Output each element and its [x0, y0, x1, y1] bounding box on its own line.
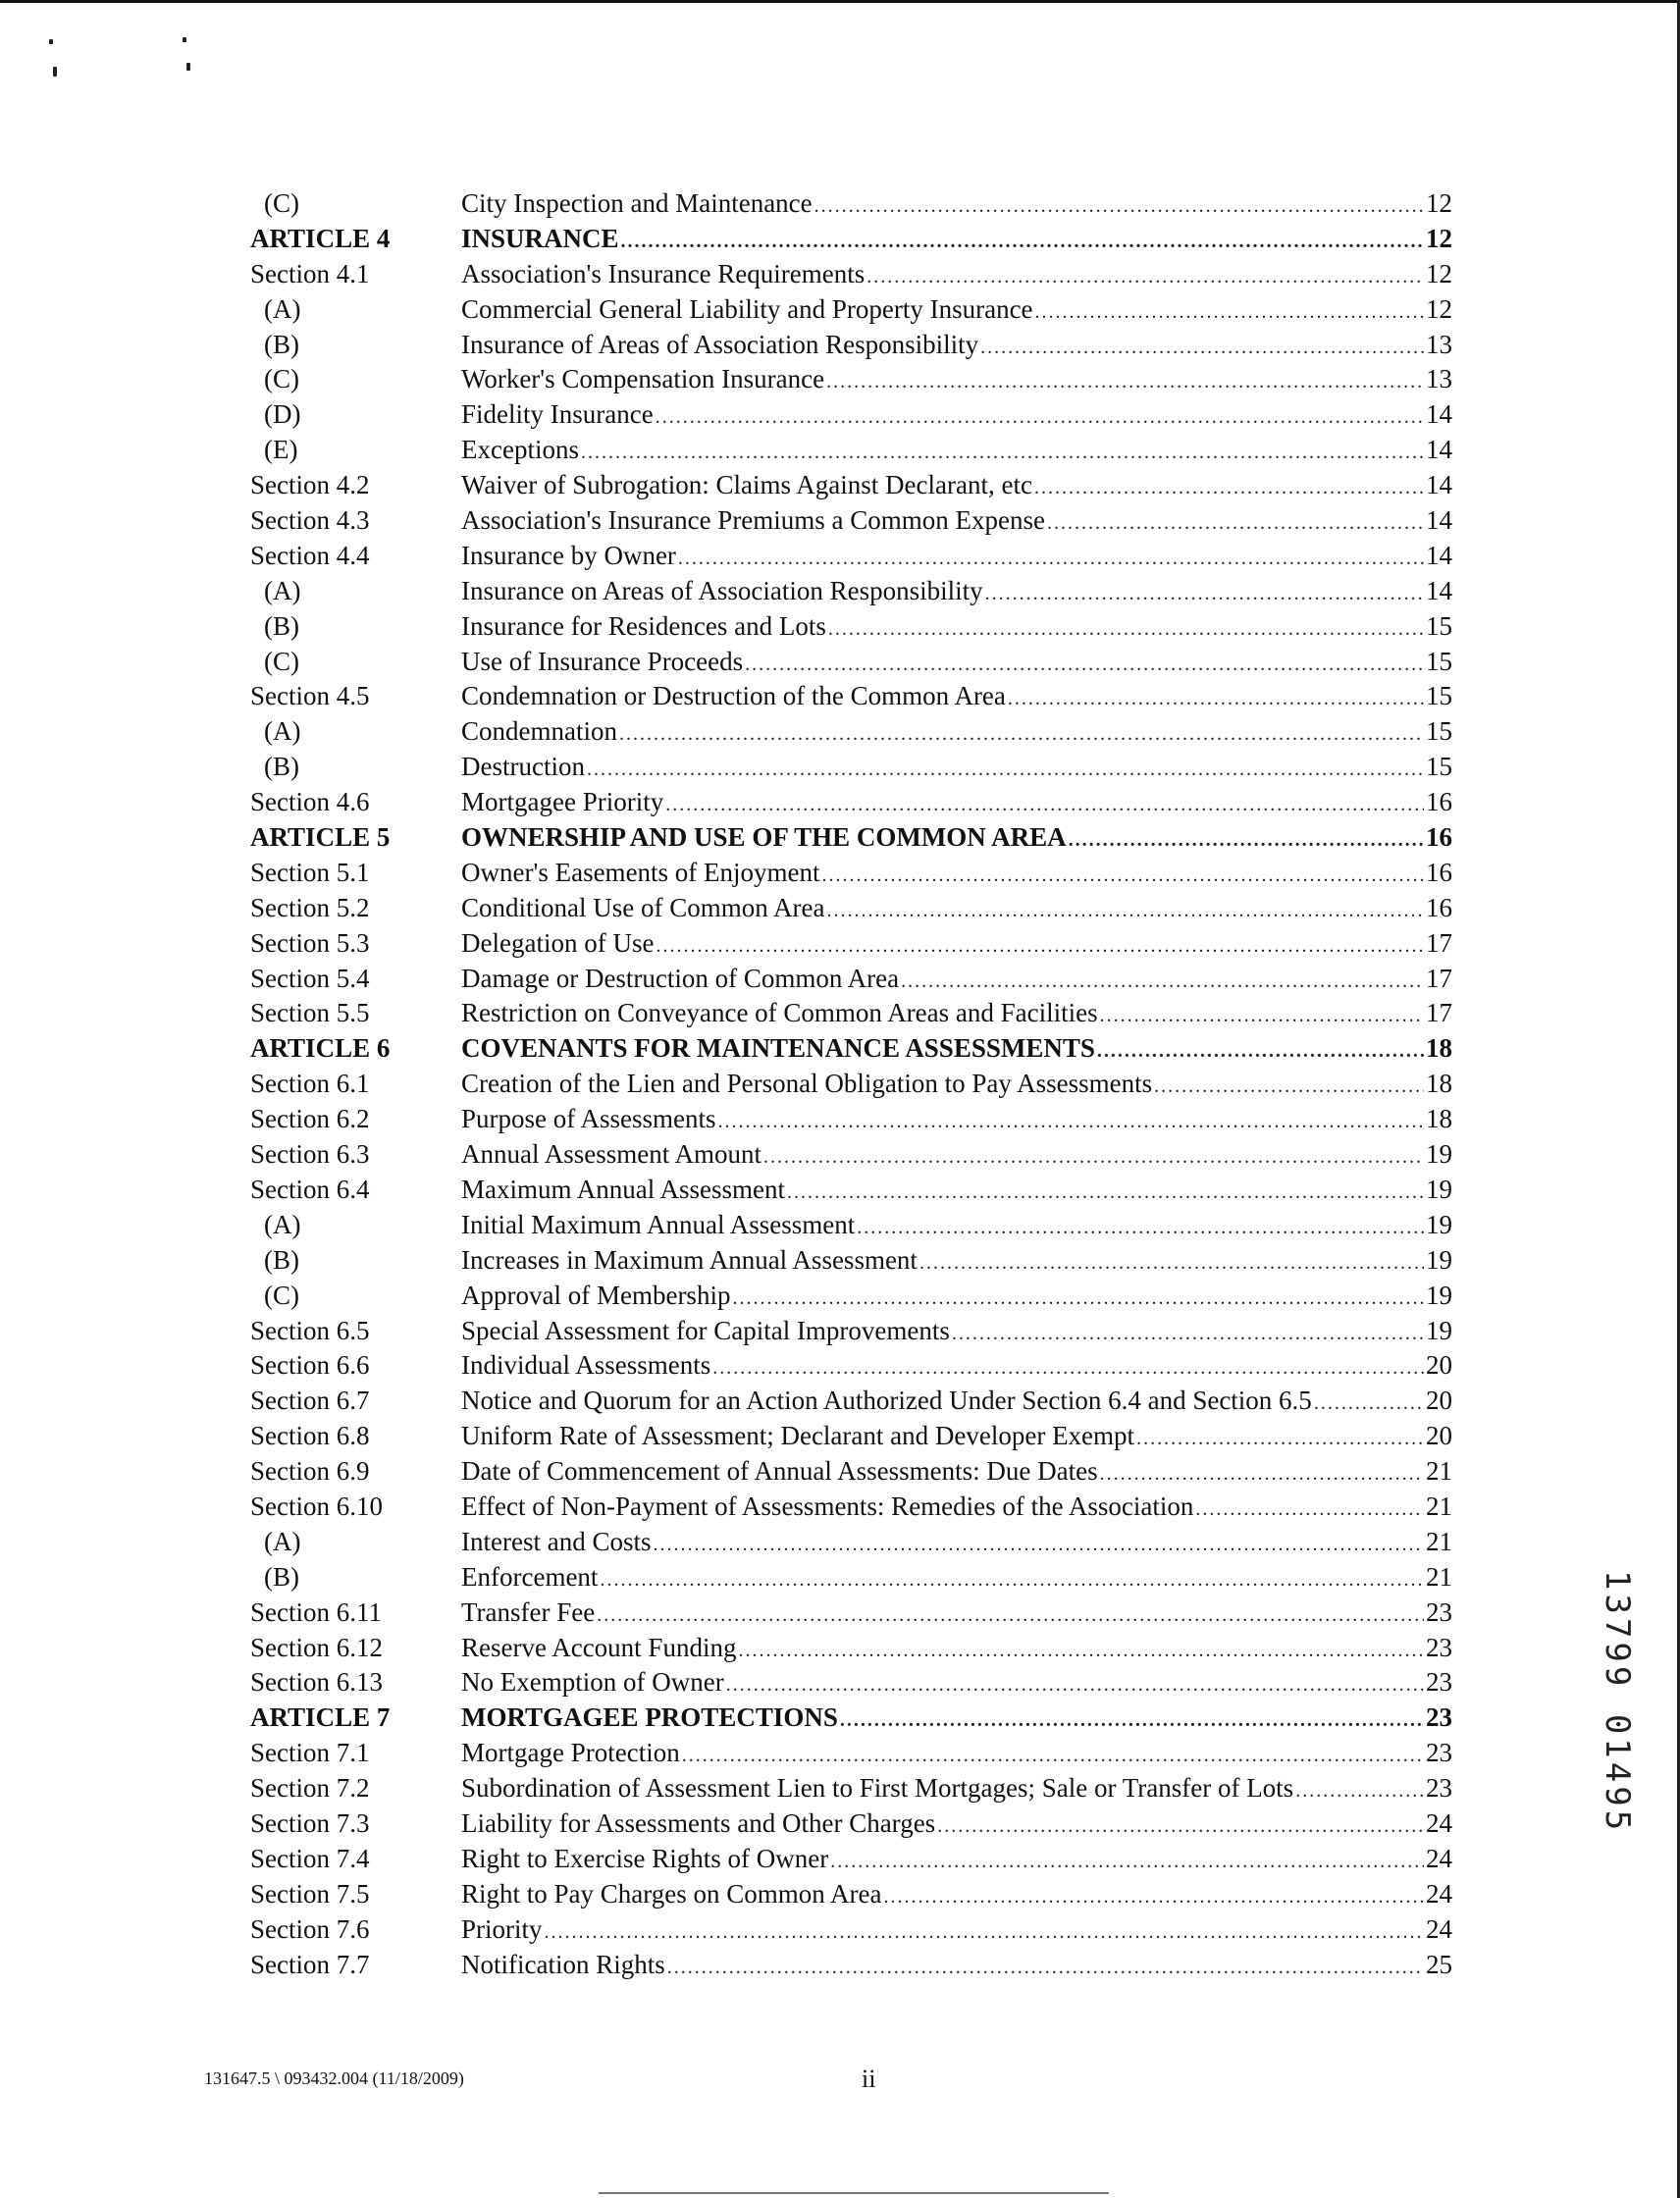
toc-entry	[250, 1771, 1452, 1806]
toc-dot-leader	[828, 612, 1424, 648]
toc-entry-page: 12	[1426, 188, 1452, 218]
toc-entry	[250, 1665, 1452, 1701]
toc-entry-title: Approval of Membership	[461, 1280, 731, 1310]
toc-entry	[250, 1173, 1452, 1208]
toc-entry-title: Insurance for Residences and Lots	[461, 610, 826, 641]
toc-entry-page: 13	[1426, 364, 1452, 394]
toc-entry-label: Section 6.5	[250, 1315, 370, 1345]
toc-entry-page: 20	[1426, 1421, 1452, 1451]
toc-entry-title: Waiver of Subrogation: Claims Against Declarant, etc	[461, 470, 1032, 500]
toc-entry	[250, 1384, 1452, 1419]
toc-entry-label: Section 6.3	[250, 1139, 370, 1170]
toc-dot-leader	[822, 859, 1424, 894]
toc-entry	[250, 1243, 1452, 1279]
toc-entry-label: Section 6.1	[250, 1069, 370, 1099]
toc-dot-leader	[682, 1739, 1424, 1774]
toc-dot-leader	[985, 577, 1424, 612]
toc-entry-label: Section 6.6	[250, 1350, 370, 1381]
toc-entry-page: 12	[1426, 223, 1452, 253]
toc-dot-leader	[857, 1211, 1424, 1246]
toc-entry-page: 14	[1426, 470, 1452, 500]
toc-entry	[250, 1279, 1452, 1314]
toc-entry-page: 16	[1426, 787, 1452, 817]
toc-entry	[250, 996, 1452, 1031]
toc-entry-title: Delegation of Use	[461, 927, 655, 958]
toc-entry-title: Effect of Non-Payment of Assessments: Remedies of the Association	[461, 1491, 1194, 1521]
toc-entry-page: 17	[1426, 998, 1452, 1028]
toc-entry-title: Right to Pay Charges on Common Area	[461, 1878, 882, 1909]
toc-entry-label: Section 5.3	[250, 927, 370, 958]
toc-dot-leader	[1100, 1457, 1424, 1492]
toc-entry-page: 23	[1426, 1702, 1452, 1733]
toc-entry-title: Destruction	[461, 752, 585, 782]
recording-stamp-text: 13799 01495	[1598, 1570, 1637, 1835]
toc-entry-page: 23	[1426, 1596, 1452, 1627]
toc-entry	[250, 1596, 1452, 1631]
toc-entry-title: Special Assessment for Capital Improvements	[461, 1315, 950, 1345]
toc-entry-title: Damage or Destruction of Common Area	[461, 963, 900, 993]
toc-entry	[250, 1031, 1452, 1067]
recording-stamp	[1588, 1570, 1647, 1923]
toc-entry	[250, 1842, 1452, 1877]
toc-entry	[250, 1102, 1452, 1137]
toc-entry-label: Section 4.5	[250, 681, 370, 711]
toc-entry-title: Creation of the Lien and Personal Obligation to Pay Assessments	[461, 1069, 1153, 1099]
toc-entry-label: (B)	[264, 752, 299, 782]
toc-entry-label: Section 7.2	[250, 1773, 370, 1804]
toc-entry-label: (A)	[264, 293, 301, 324]
toc-dot-leader	[937, 1809, 1424, 1845]
toc-entry-title: Mortgage Protection	[461, 1738, 680, 1768]
toc-dot-leader	[581, 436, 1424, 471]
toc-entry-title: Subordination of Assessment Lien to First Mortgages; Sale or Transfer of Lots	[461, 1773, 1294, 1804]
toc-entry-title: OWNERSHIP AND USE OF THE COMMON AREA	[461, 822, 1067, 853]
toc-dot-leader	[840, 1703, 1424, 1739]
toc-entry-title: Uniform Rate of Assessment; Declarant and Developer Exempt	[461, 1421, 1135, 1451]
toc-entry-title: Reserve Account Funding	[461, 1632, 737, 1662]
toc-entry-page: 24	[1426, 1843, 1452, 1873]
toc-entry-page: 19	[1426, 1280, 1452, 1310]
toc-entry-page: 14	[1426, 575, 1452, 605]
document-reference: 131647.5 \ 093432.004 (11/18/2009)	[204, 2068, 464, 2088]
toc-entry-title: COVENANTS FOR MAINTENANCE ASSESSMENTS	[461, 1033, 1095, 1064]
page-number: ii	[862, 2065, 876, 2093]
toc-entry-title: Exceptions	[461, 435, 579, 465]
toc-entry-title: Insurance of Areas of Association Responsibility	[461, 329, 979, 359]
toc-entry-page: 16	[1426, 822, 1452, 853]
toc-entry-page: 23	[1426, 1632, 1452, 1662]
toc-entry	[250, 1419, 1452, 1454]
toc-entry-title: Liability for Assessments and Other Charges	[461, 1807, 936, 1838]
toc-entry-label: (C)	[264, 364, 299, 394]
toc-entry-label: (C)	[264, 188, 299, 218]
toc-entry	[250, 1454, 1452, 1490]
toc-entry	[250, 468, 1452, 503]
toc-entry	[250, 750, 1452, 785]
toc-entry-page: 14	[1426, 540, 1452, 570]
toc-entry-title: Enforcement	[461, 1561, 599, 1592]
toc-entry-label: (A)	[264, 716, 301, 747]
toc-dot-leader	[1034, 471, 1424, 506]
toc-entry-page: 17	[1426, 927, 1452, 958]
toc-entry	[250, 539, 1452, 574]
toc-dot-leader	[656, 400, 1424, 436]
toc-entry	[250, 1560, 1452, 1596]
toc-entry-label: Section 5.1	[250, 857, 370, 887]
toc-entry-page: 14	[1426, 435, 1452, 465]
toc-dot-leader	[678, 542, 1424, 577]
toc-entry-title: Priority	[461, 1913, 543, 1944]
toc-entry-page: 21	[1426, 1456, 1452, 1487]
toc-entry-page: 15	[1426, 681, 1452, 711]
toc-dot-leader	[883, 1880, 1424, 1915]
toc-dot-leader	[600, 1563, 1424, 1598]
toc-entry-label: (C)	[264, 646, 299, 676]
toc-entry-page: 21	[1426, 1561, 1452, 1592]
toc-entry-page: 15	[1426, 646, 1452, 676]
toc-entry-label: Section 6.9	[250, 1456, 370, 1487]
toc-entry	[250, 222, 1452, 257]
table-of-contents	[250, 186, 1452, 1982]
toc-entry	[250, 962, 1452, 997]
toc-dot-leader	[1008, 682, 1424, 717]
toc-dot-leader	[1136, 1422, 1424, 1457]
toc-dot-leader	[653, 1528, 1424, 1563]
toc-entry-label: Section 5.4	[250, 963, 370, 993]
toc-dot-leader	[1195, 1492, 1424, 1528]
toc-dot-leader	[718, 1105, 1424, 1140]
toc-entry-page: 16	[1426, 892, 1452, 922]
toc-dot-leader	[952, 1317, 1424, 1352]
toc-entry-title: Mortgagee Priority	[461, 787, 664, 817]
toc-entry-title: Notification Rights	[461, 1949, 665, 1979]
toc-entry-label: Section 7.4	[250, 1843, 370, 1873]
toc-entry-label: Section 6.8	[250, 1421, 370, 1451]
toc-entry-page: 19	[1426, 1244, 1452, 1275]
toc-dot-leader	[1047, 506, 1424, 542]
toc-dot-leader	[597, 1598, 1424, 1634]
toc-entry-label: Section 4.2	[250, 470, 370, 500]
toc-entry-title: Date of Commencement of Annual Assessments: Due Dates	[461, 1456, 1098, 1487]
toc-dot-leader	[656, 929, 1424, 965]
toc-dot-leader	[1314, 1387, 1424, 1422]
toc-dot-leader	[587, 753, 1424, 788]
toc-dot-leader	[1069, 823, 1424, 859]
toc-entry-label: Section 6.7	[250, 1386, 370, 1416]
toc-entry-label: Section 7.5	[250, 1878, 370, 1909]
toc-entry	[250, 679, 1452, 714]
toc-entry-title: No Exemption of Owner	[461, 1667, 724, 1698]
toc-entry-title: Restriction on Conveyance of Common Areas and Facilities	[461, 998, 1098, 1028]
toc-dot-leader	[665, 788, 1424, 823]
toc-entry-label: Section 5.2	[250, 892, 370, 922]
toc-entry	[250, 1736, 1452, 1771]
toc-dot-leader	[901, 965, 1424, 1000]
toc-entry	[250, 1631, 1452, 1666]
toc-entry	[250, 856, 1452, 891]
toc-entry-label: ARTICLE 6	[250, 1033, 391, 1064]
toc-entry-title: Insurance by Owner	[461, 540, 676, 570]
toc-entry-page: 21	[1426, 1526, 1452, 1556]
toc-entry-label: ARTICLE 7	[250, 1702, 391, 1733]
toc-entry-page: 18	[1426, 1033, 1452, 1064]
toc-entry	[250, 1137, 1452, 1173]
toc-entry-page: 14	[1426, 399, 1452, 430]
toc-entry-title: Worker's Compensation Insurance	[461, 364, 825, 394]
toc-entry-page: 12	[1426, 258, 1452, 288]
toc-entry-label: (B)	[264, 610, 299, 641]
toc-dot-leader	[1097, 1034, 1424, 1070]
toc-dot-leader	[787, 1176, 1424, 1211]
toc-entry	[250, 362, 1452, 397]
scan-speck	[183, 37, 186, 42]
toc-entry	[250, 926, 1452, 962]
toc-entry	[250, 785, 1452, 820]
toc-dot-leader	[763, 1140, 1424, 1176]
toc-entry-title: Condemnation or Destruction of the Common Area	[461, 681, 1006, 711]
toc-entry-label: ARTICLE 5	[250, 822, 391, 853]
toc-entry-title: Use of Insurance Proceeds	[461, 646, 744, 676]
toc-entry-page: 12	[1426, 293, 1452, 324]
toc-entry	[250, 257, 1452, 292]
toc-dot-leader	[712, 1351, 1424, 1387]
toc-entry-page: 25	[1426, 1949, 1452, 1979]
toc-entry	[250, 328, 1452, 363]
scan-border-top	[0, 0, 1680, 3]
toc-entry	[250, 433, 1452, 468]
toc-entry	[250, 1701, 1452, 1736]
toc-entry-page: 19	[1426, 1139, 1452, 1170]
toc-entry	[250, 1314, 1452, 1349]
scan-speck	[53, 67, 57, 77]
toc-dot-leader	[866, 260, 1424, 295]
toc-entry-label: Section 4.4	[250, 540, 370, 570]
scan-edge-line	[599, 2192, 1109, 2194]
toc-entry-label: (E)	[264, 435, 298, 465]
toc-entry	[250, 714, 1452, 750]
toc-entry-page: 19	[1426, 1315, 1452, 1345]
toc-entry-title: Increases in Maximum Annual Assessment	[461, 1244, 918, 1275]
toc-dot-leader	[1035, 295, 1424, 331]
toc-entry-title: INSURANCE	[461, 223, 619, 253]
toc-entry-title: Maximum Annual Assessment	[461, 1174, 785, 1204]
toc-dot-leader	[826, 894, 1424, 929]
toc-entry-page: 23	[1426, 1667, 1452, 1698]
toc-entry-title: Right to Exercise Rights of Owner	[461, 1843, 829, 1873]
toc-entry-page: 15	[1426, 610, 1452, 641]
toc-entry-label: Section 4.6	[250, 787, 370, 817]
toc-entry-label: Section 5.5	[250, 998, 370, 1028]
toc-entry	[250, 609, 1452, 645]
toc-entry-label: Section 6.10	[250, 1491, 383, 1521]
toc-dot-leader	[919, 1246, 1424, 1282]
toc-entry-page: 21	[1426, 1491, 1452, 1521]
toc-entry-label: (B)	[264, 1244, 299, 1275]
toc-dot-leader	[980, 331, 1424, 366]
toc-entry-title: Fidelity Insurance	[461, 399, 654, 430]
toc-entry-label: Section 4.1	[250, 258, 370, 288]
toc-dot-leader	[621, 225, 1424, 260]
toc-dot-leader	[732, 1282, 1424, 1317]
toc-dot-leader	[1154, 1070, 1424, 1105]
toc-entry	[250, 645, 1452, 680]
toc-entry-page: 24	[1426, 1807, 1452, 1838]
toc-dot-leader	[545, 1915, 1424, 1951]
toc-entry-title: Interest and Costs	[461, 1526, 652, 1556]
toc-entry-label: Section 6.4	[250, 1174, 370, 1204]
toc-entry-title: Annual Assessment Amount	[461, 1139, 762, 1170]
toc-entry-page: 23	[1426, 1773, 1452, 1804]
toc-entry-page: 24	[1426, 1913, 1452, 1944]
toc-entry-label: Section 6.2	[250, 1104, 370, 1134]
toc-dot-leader	[726, 1668, 1424, 1703]
toc-entry-label: Section 6.11	[250, 1596, 382, 1627]
toc-entry-label: Section 6.12	[250, 1632, 383, 1662]
toc-entry	[250, 503, 1452, 539]
toc-entry-title: Commercial General Liability and Property Insurance	[461, 293, 1033, 324]
toc-entry-page: 24	[1426, 1878, 1452, 1909]
toc-entry-page: 14	[1426, 505, 1452, 536]
toc-dot-leader	[830, 1845, 1424, 1880]
toc-entry-page: 15	[1426, 752, 1452, 782]
toc-entry-label: Section 7.7	[250, 1949, 370, 1979]
toc-entry	[250, 1490, 1452, 1525]
toc-entry-title: Notice and Quorum for an Action Authorized Under Section 6.4 and Section 6.5	[461, 1386, 1312, 1416]
scan-speck	[49, 39, 53, 44]
toc-entry-page: 19	[1426, 1209, 1452, 1239]
toc-dot-leader	[826, 365, 1424, 400]
toc-entry-label: (B)	[264, 329, 299, 359]
toc-entry-label: (C)	[264, 1280, 299, 1310]
toc-entry-page: 16	[1426, 857, 1452, 887]
toc-entry-title: Insurance on Areas of Association Responsibility	[461, 575, 983, 605]
toc-entry-label: (A)	[264, 1209, 301, 1239]
toc-entry-label: Section 4.3	[250, 505, 370, 536]
toc-entry	[250, 1912, 1452, 1948]
toc-entry-page: 19	[1426, 1174, 1452, 1204]
toc-entry-title: Transfer Fee	[461, 1596, 596, 1627]
toc-entry	[250, 891, 1452, 926]
toc-entry-page: 18	[1426, 1069, 1452, 1099]
toc-entry	[250, 1208, 1452, 1243]
toc-entry-title: Individual Assessments	[461, 1350, 711, 1381]
toc-entry-page: 17	[1426, 963, 1452, 993]
toc-entry-title: Condemnation	[461, 716, 617, 747]
toc-entry	[250, 292, 1452, 328]
toc-entry-title: Association's Insurance Requirements	[461, 258, 866, 288]
toc-dot-leader	[619, 717, 1424, 753]
toc-entry	[250, 1525, 1452, 1560]
toc-dot-leader	[1295, 1774, 1424, 1809]
toc-entry	[250, 574, 1452, 609]
toc-entry	[250, 1948, 1452, 1983]
toc-entry-page: 20	[1426, 1350, 1452, 1381]
toc-entry-title: City Inspection and Maintenance	[461, 188, 813, 218]
toc-dot-leader	[814, 189, 1424, 225]
toc-entry-label: (A)	[264, 1526, 301, 1556]
toc-entry	[250, 186, 1452, 222]
toc-entry-page: 15	[1426, 716, 1452, 747]
toc-entry-label: ARTICLE 4	[250, 223, 391, 253]
toc-entry-page: 20	[1426, 1386, 1452, 1416]
toc-entry-label: Section 7.3	[250, 1807, 370, 1838]
toc-entry-page: 23	[1426, 1738, 1452, 1768]
toc-entry-label: (B)	[264, 1561, 299, 1592]
toc-entry	[250, 397, 1452, 433]
toc-entry-title: Owner's Easements of Enjoyment	[461, 857, 820, 887]
toc-entry-label: Section 7.6	[250, 1913, 370, 1944]
toc-dot-leader	[1100, 999, 1424, 1034]
toc-entry-title: Purpose of Assessments	[461, 1104, 716, 1134]
toc-entry	[250, 820, 1452, 856]
toc-entry-label: Section 7.1	[250, 1738, 370, 1768]
scan-speck	[186, 63, 190, 71]
toc-entry-title: Association's Insurance Premiums a Common Expense	[461, 505, 1046, 536]
toc-entry-title: Initial Maximum Annual Assessment	[461, 1209, 856, 1239]
toc-dot-leader	[745, 648, 1424, 683]
toc-entry-label: (D)	[264, 399, 301, 430]
toc-entry	[250, 1067, 1452, 1102]
toc-entry-title: MORTGAGEE PROTECTIONS	[461, 1702, 838, 1733]
toc-entry	[250, 1877, 1452, 1912]
toc-entry-title: Conditional Use of Common Area	[461, 892, 825, 922]
toc-entry	[250, 1348, 1452, 1384]
toc-dot-leader	[667, 1951, 1424, 1986]
toc-entry-label: (A)	[264, 575, 301, 605]
toc-dot-leader	[738, 1634, 1424, 1669]
toc-entry-page: 18	[1426, 1104, 1452, 1134]
toc-entry	[250, 1806, 1452, 1842]
toc-entry-label: Section 6.13	[250, 1667, 383, 1698]
toc-entry-page: 13	[1426, 329, 1452, 359]
